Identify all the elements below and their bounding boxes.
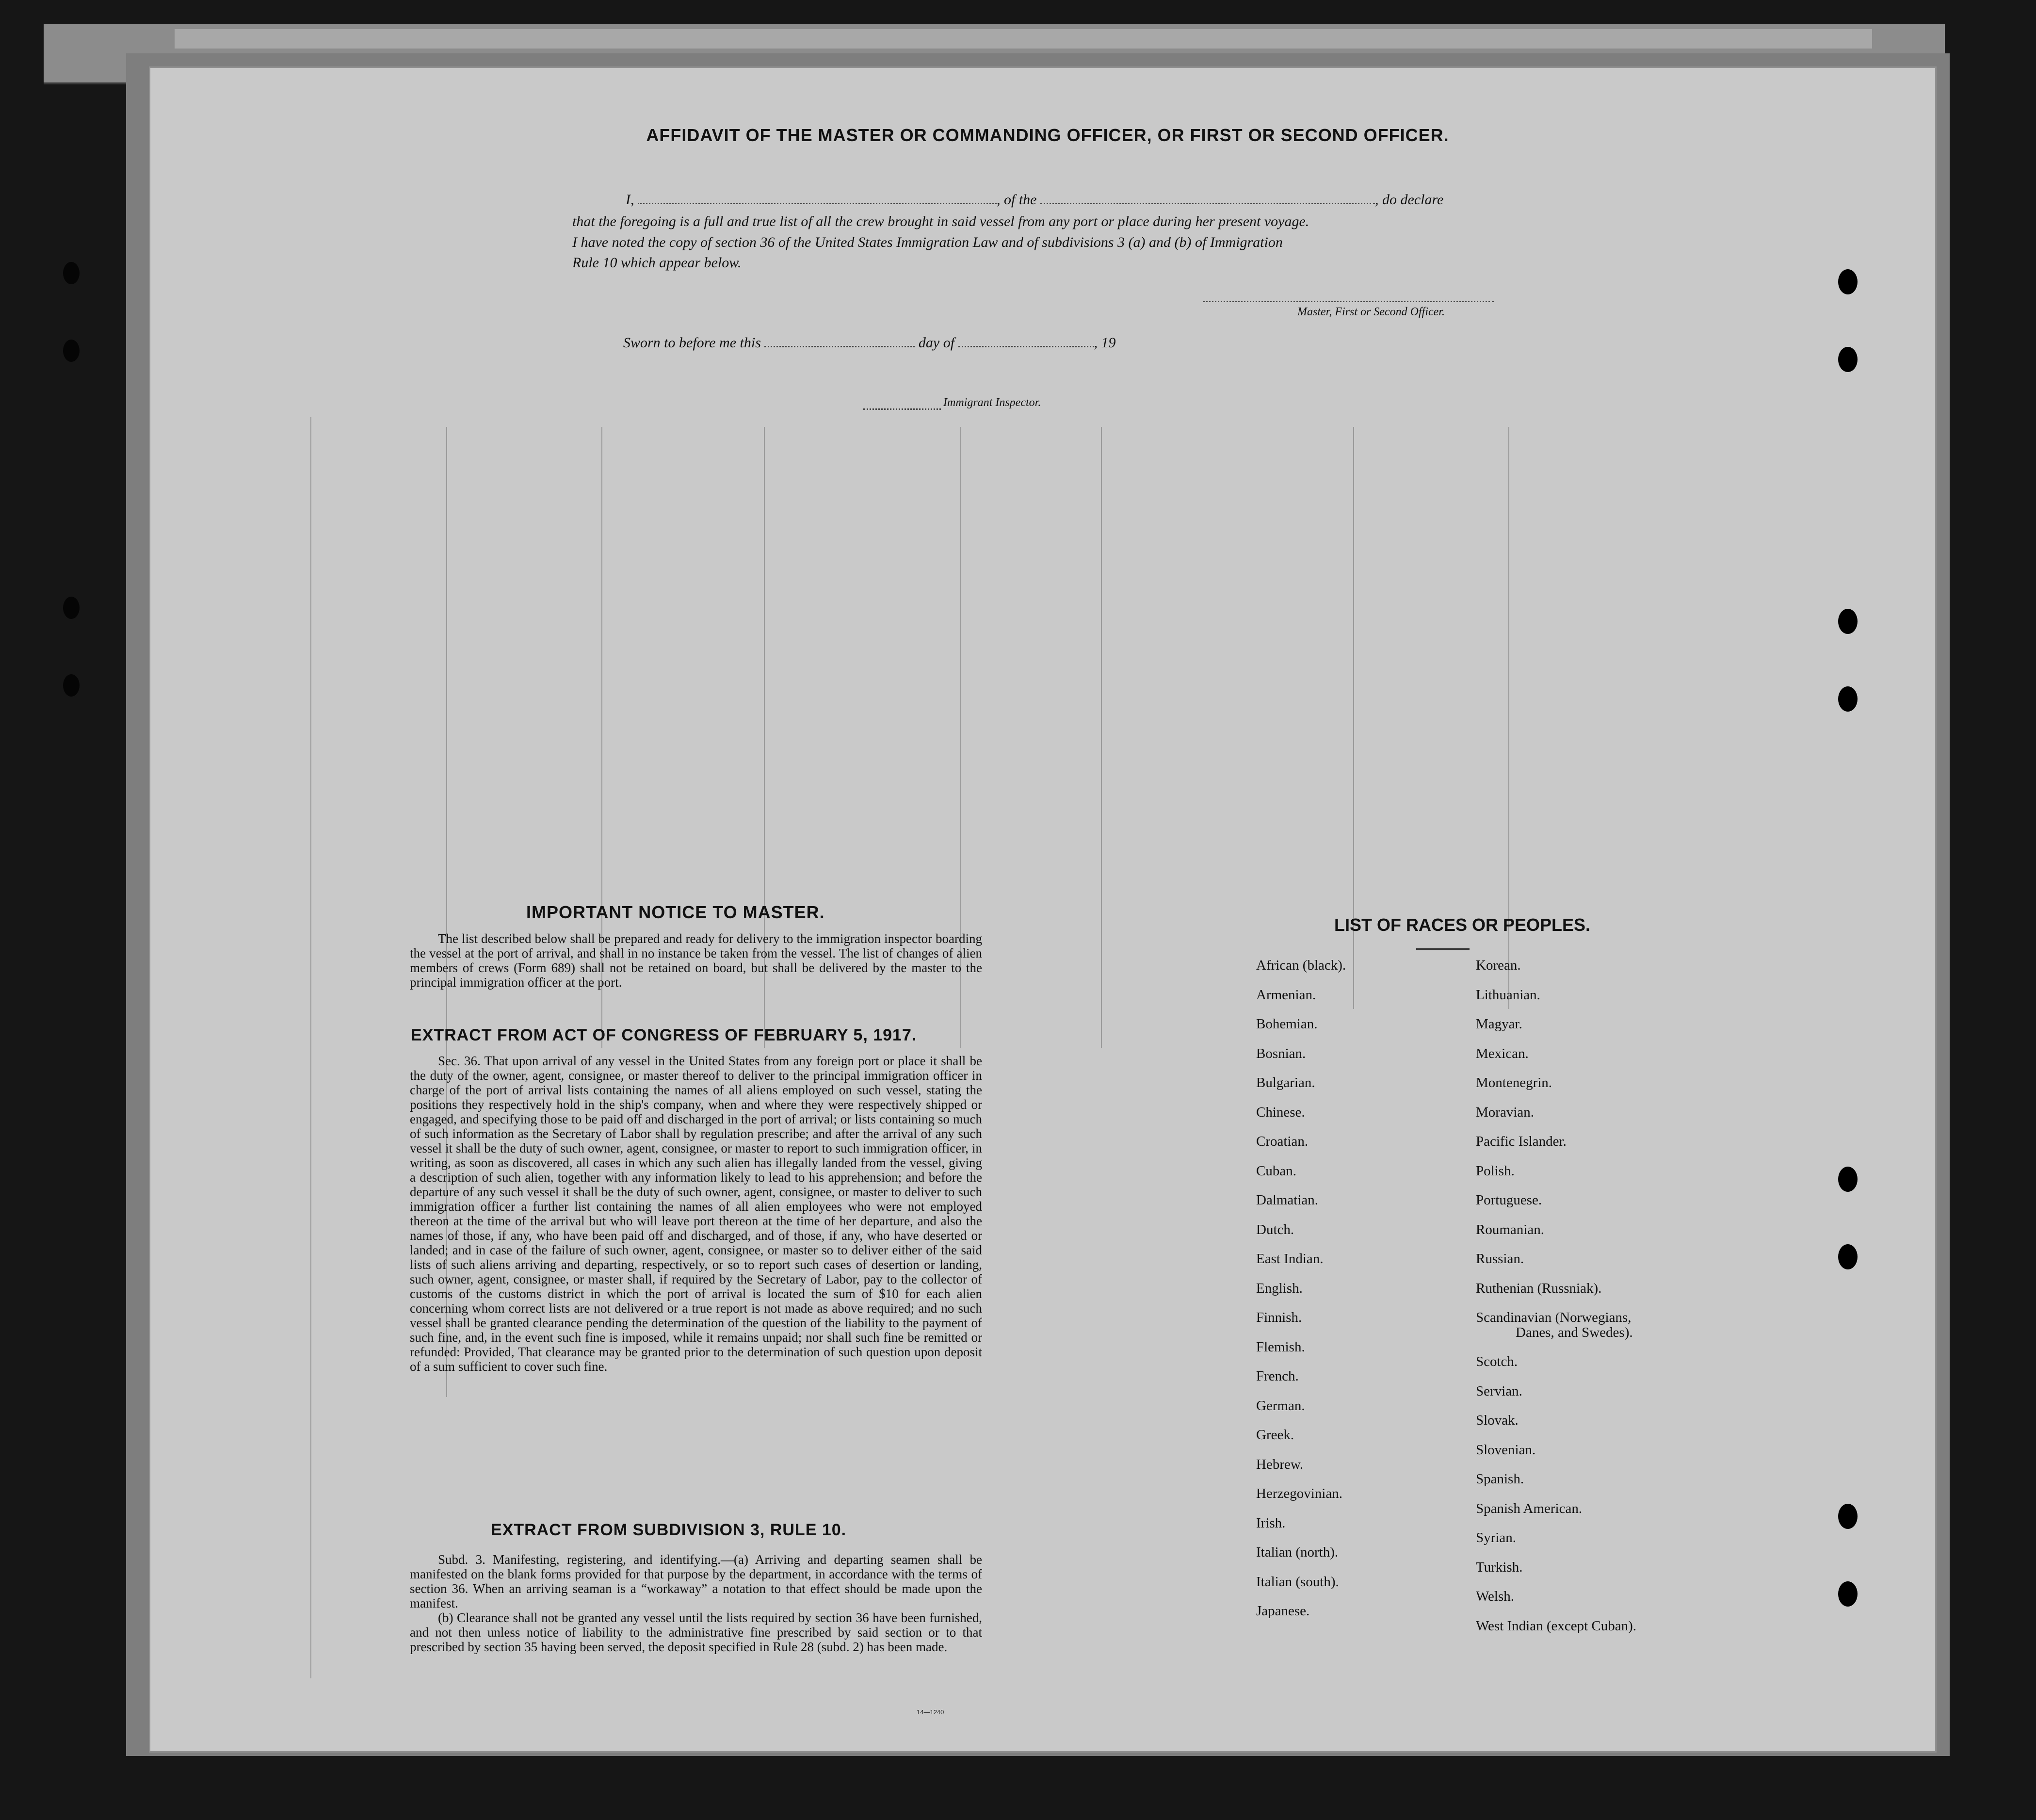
act-body	[410, 1054, 982, 1374]
race-item: Herzegovinian.	[1256, 1486, 1342, 1501]
binding-hole	[63, 597, 80, 619]
race-item: Magyar.	[1476, 1016, 1522, 1032]
race-item: Italian (south).	[1256, 1574, 1339, 1590]
races-column-1	[1256, 958, 1484, 1633]
race-item: Scotch.	[1476, 1354, 1518, 1369]
inspector-blank[interactable]	[863, 398, 941, 410]
race-item: French.	[1256, 1368, 1299, 1384]
race-item: Welsh.	[1476, 1589, 1515, 1604]
scan-top-edge-inner	[175, 29, 1872, 49]
bleed-through-rule	[1101, 427, 1102, 1048]
rule-text-b: (b) Clearance shall not be granted any vessel until the lists required by section 36 have been furnished, and not then unless notice of liability to the administrative fine prescribed by said section or to that prescribed by section 35 having been served, the deposit specified in Rule 28 (subd. 2) has been made.	[410, 1610, 982, 1654]
race-item: Korean.	[1476, 958, 1521, 973]
race-item: Flemish.	[1256, 1339, 1305, 1355]
race-item: Lithuanian.	[1476, 987, 1540, 1003]
form-number: 14—1240	[917, 1708, 944, 1716]
race-item: Armenian.	[1256, 987, 1316, 1003]
signature-blank[interactable]	[1203, 290, 1494, 302]
act-heading: EXTRACT FROM ACT OF CONGRESS OF FEBRUARY 5, 1917.	[411, 1026, 917, 1044]
punch-hole	[1838, 1581, 1858, 1607]
affidavit-heading: AFFIDAVIT OF THE MASTER OR COMMANDING OFFICER, OR FIRST OR SECOND OFFICER.	[646, 125, 1449, 145]
race-item: Irish.	[1256, 1515, 1286, 1531]
race-item: Dalmatian.	[1256, 1192, 1319, 1208]
rule-heading: EXTRACT FROM SUBDIVISION 3, RULE 10.	[491, 1521, 847, 1539]
binding-hole	[63, 674, 80, 697]
rule-body	[410, 1552, 982, 1654]
notice-body	[410, 931, 982, 990]
race-item: German.	[1256, 1398, 1305, 1414]
race-item: Japanese.	[1256, 1603, 1310, 1619]
race-item: Montenegrin.	[1476, 1075, 1552, 1090]
punch-hole	[1838, 269, 1858, 294]
race-item: Mexican.	[1476, 1045, 1529, 1061]
race-item: Pacific Islander.	[1476, 1134, 1567, 1149]
race-item: Finnish.	[1256, 1310, 1302, 1325]
races-heading-rule	[1416, 948, 1470, 950]
races-heading: LIST OF RACES OR PEOPLES.	[1334, 915, 1591, 935]
race-item: African (black).	[1256, 958, 1346, 973]
race-item: Chinese.	[1256, 1104, 1305, 1120]
race-item: Turkish.	[1476, 1559, 1523, 1575]
affidavit-line-4: Rule 10 which appear below.	[572, 255, 742, 271]
affidavit-line-3: I have noted the copy of section 36 of the United States Immigration Law and of subdivisions 3 (a) and (b) of Immigration	[572, 234, 1283, 250]
sworn-day-blank[interactable]	[764, 335, 915, 347]
binding-hole	[63, 340, 80, 362]
race-item: Ruthenian (Russniak).	[1476, 1280, 1602, 1296]
race-item: Scandinavian (Norwegians,	[1476, 1310, 1632, 1325]
punch-hole	[1838, 686, 1858, 712]
race-item: Roumanian.	[1476, 1221, 1544, 1237]
race-item: East Indian.	[1256, 1251, 1324, 1267]
affidavit-i: I,	[626, 192, 634, 208]
race-item: Italian (north).	[1256, 1544, 1339, 1560]
race-item: Hebrew.	[1256, 1456, 1304, 1472]
binding-hole	[63, 262, 80, 284]
race-item: Slovak.	[1476, 1413, 1519, 1428]
races-column-2	[1476, 958, 1738, 1648]
punch-hole	[1838, 347, 1858, 372]
sworn-text: Sworn to before me this	[623, 335, 761, 351]
race-item-continued: Danes, and Swedes).	[1516, 1324, 1633, 1340]
affidavit-of-the: , of the	[997, 192, 1037, 208]
race-item: Bohemian.	[1256, 1016, 1318, 1032]
name-blank[interactable]	[638, 192, 997, 204]
race-item: Spanish.	[1476, 1471, 1524, 1487]
race-item: Portuguese.	[1476, 1192, 1542, 1208]
race-item: Dutch.	[1256, 1221, 1294, 1237]
punch-hole	[1838, 1504, 1858, 1529]
year-text: , 19	[1094, 335, 1116, 351]
rule-text-a: Subd. 3. Manifesting, registering, and identifying.—(a) Arriving and departing seamen shall be manifested on the blank forms provided for that purpose by the department, in accordance with the terms of section 36. When an arriving seaman is a “workaway” a notation to that effect should be made upon the manifest.	[410, 1552, 982, 1610]
punch-hole	[1838, 1244, 1858, 1269]
race-item: Croatian.	[1256, 1134, 1309, 1149]
act-text: Sec. 36. That upon arrival of any vessel in the United States from any foreign port or place it shall be the duty of the owner, agent, consignee, or master thereof to deliver to the principal immigration officer in charge of the port of arrival lists containing the names of all aliens employed on such vessel, stating the positions they respectively hold in the ship's company, when and where they were respectively shipped or engaged, and specifying those to be paid off and discharged in the port of arrival; or lists containing so much of such information as the Secretary of Labor shall by regulation prescribe; and after the arrival of any such vessel it shall be the duty of such owner, agent, consignee, or master to report to such immigration officer, in writing, as soon as discovered, all cases in which any such alien has illegally landed from the vessel, giving a description of such alien, together with any information likely to lead to his apprehension; and before the departure of any such vessel it shall be the duty of such owner, agent, consignee, or master to deliver to such immigration officer a further list containing the names of all alien employees who were not employed thereon at the time of the arrival but who will leave port thereon at the time of her departure, and also the names of those, if any, who have been paid off and discharged, and of those, if any, who have deserted or landed; and in case of the failure of such owner, agent, consignee, or master so to deliver either of the said lists of such aliens arriving and departing, respectively, or so to report such cases of desertion or landing, such owner, agent, consignee, or master shall, if required by the Secretary of Labor, pay to the collector of customs of the customs district in which the port of arrival is located the sum of $10 for each alien concerning whom correct lists are not delivered or a true report is not made as above required; and no such vessel shall be granted clearance pending the determination of the question of the liability to the payment of such fine, and, in the event such fine is imposed, while it remains unpaid; nor shall such fine be remitted or refunded: Provided, That clearance may be granted prior to the determination of such question upon deposit of a sum sufficient to cover such fine.	[410, 1054, 982, 1374]
race-item: Syrian.	[1476, 1530, 1516, 1545]
race-item	[1476, 1325, 1738, 1340]
sworn-line	[623, 335, 1116, 351]
race-item: Spanish American.	[1476, 1500, 1583, 1516]
day-of-text: day of	[918, 335, 955, 351]
race-item: West Indian (except Cuban).	[1476, 1618, 1637, 1634]
race-item: Moravian.	[1476, 1104, 1534, 1120]
punch-hole	[1838, 609, 1858, 634]
race-item: Servian.	[1476, 1383, 1522, 1399]
affidavit-line-2: that the foregoing is a full and true list of all the crew brought in said vessel from any port or place during her present voyage.	[572, 213, 1309, 229]
vessel-blank[interactable]	[1040, 192, 1375, 204]
race-item: Slovenian.	[1476, 1442, 1536, 1458]
race-item: English.	[1256, 1280, 1303, 1296]
race-item: Bulgarian.	[1256, 1075, 1315, 1090]
affidavit-line-1	[626, 192, 1443, 208]
signature-caption: Master, First or Second Officer.	[1297, 306, 1445, 318]
race-item: Polish.	[1476, 1163, 1515, 1179]
punch-hole	[1838, 1167, 1858, 1192]
sworn-month-blank[interactable]	[958, 335, 1094, 347]
notice-heading: IMPORTANT NOTICE TO MASTER.	[526, 902, 825, 922]
race-item: Russian.	[1476, 1251, 1524, 1267]
race-item: Cuban.	[1256, 1163, 1296, 1179]
notice-text: The list described below shall be prepared and ready for delivery to the immigration inspector boarding the vessel at the port of arrival, and shall in no instance be taken from the vessel. The list of changes of alien members of crews (Form 689) shall not be retained on board, but shall be delivered by the master to the principal immigration officer at the port.	[410, 931, 982, 990]
race-item: Greek.	[1256, 1427, 1294, 1443]
race-item: Bosnian.	[1256, 1045, 1306, 1061]
inspector-caption: Immigrant Inspector.	[943, 396, 1041, 409]
bleed-through-rule	[310, 417, 311, 1678]
affidavit-do-declare: , do declare	[1375, 192, 1444, 208]
